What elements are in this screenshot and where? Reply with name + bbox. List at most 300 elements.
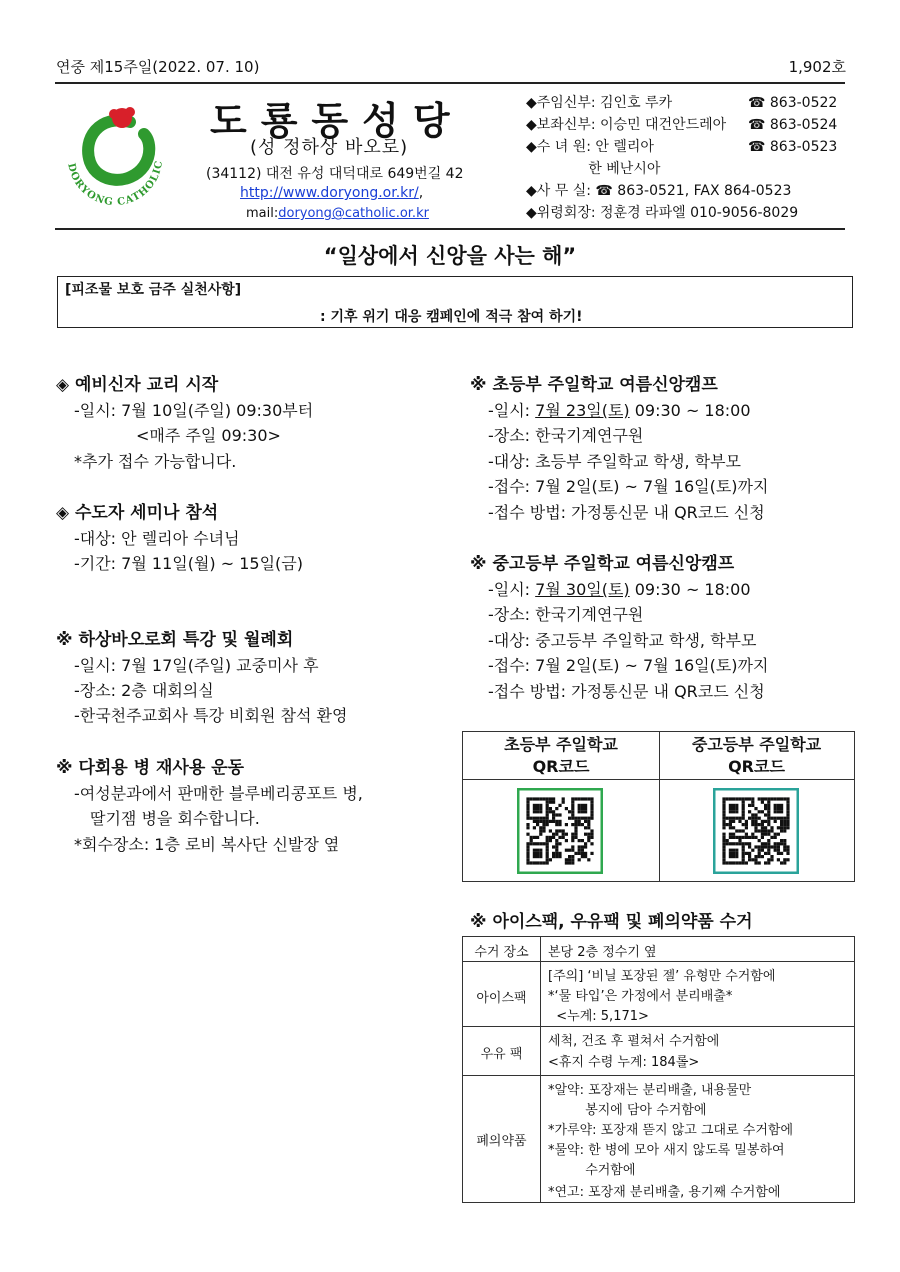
qr-module	[533, 842, 536, 845]
qr-module	[590, 804, 593, 807]
qr-module	[783, 861, 786, 864]
qr-module	[754, 823, 757, 826]
waste-row-label: 아이스팩	[476, 991, 527, 1006]
qr-module	[562, 836, 565, 839]
qr-module	[555, 849, 558, 852]
logo-text: DORYONG CATHOLIC	[65, 159, 166, 209]
qr-module	[530, 861, 533, 864]
qr-module	[758, 823, 761, 826]
qr-module	[536, 855, 539, 858]
qr-module	[735, 861, 738, 864]
qr-module	[764, 852, 767, 855]
qr-module	[571, 858, 574, 861]
qr-module	[584, 817, 587, 820]
qr-module	[581, 797, 584, 800]
qr-module	[774, 807, 777, 810]
qr-module	[786, 804, 789, 807]
qr-module	[742, 810, 745, 813]
qr-module	[735, 804, 738, 807]
qr-module	[735, 842, 738, 845]
qr-module	[568, 817, 571, 820]
qr-module	[754, 858, 757, 861]
creation-care-notice	[57, 276, 853, 328]
contact-row	[526, 114, 838, 136]
middle-qr-code[interactable]	[713, 788, 799, 878]
middle-camp-line: -접수 방법: 가정통신문 내 QR코드 신청	[488, 682, 765, 701]
qr-module	[777, 849, 780, 852]
qr-module	[574, 836, 577, 839]
contact-row	[526, 92, 838, 114]
qr-module	[774, 833, 777, 836]
qr-module	[584, 810, 587, 813]
qr-module	[742, 823, 745, 826]
contact-phone: ☎ 863-0523	[748, 139, 838, 155]
qr-module	[549, 801, 552, 804]
qr-module	[565, 823, 568, 826]
qr-module	[738, 829, 741, 832]
seminar-title: ◈ 수도자 세미나 참석	[56, 503, 219, 523]
qr-module	[590, 801, 593, 804]
qr-module	[546, 797, 549, 800]
qr-module	[735, 807, 738, 810]
middle-camp-line: -접수: 7월 2일(토) ~ 7월 16일(토)까지	[488, 656, 769, 675]
qr-module	[536, 836, 539, 839]
qr-module	[735, 836, 738, 839]
waste-row-text: *가루약: 포장재 뜯지 않고 그대로 수거함에	[548, 1123, 794, 1138]
qr-module	[558, 836, 561, 839]
qr-module	[732, 804, 735, 807]
middle-camp-line: -장소: 한국기계연구원	[488, 605, 644, 624]
qr-module	[539, 842, 542, 845]
elementary-qr-code[interactable]	[517, 788, 603, 878]
qr-module	[767, 813, 770, 816]
qr-module	[590, 810, 593, 813]
contact-list	[526, 92, 838, 224]
qr-module	[530, 836, 533, 839]
qr-module	[584, 797, 587, 800]
qr-module	[780, 861, 783, 864]
qr-module	[780, 797, 783, 800]
qr-module	[783, 797, 786, 800]
qr-module	[526, 804, 529, 807]
elementary-camp-line: -접수 방법: 가정통신문 내 QR코드 신청	[488, 503, 765, 522]
qr-module	[780, 839, 783, 842]
catechumen-line: -일시: 7월 10일(주일) 09:30부터	[74, 401, 314, 420]
qr-module	[555, 842, 558, 845]
catechumen-line: *추가 접수 가능합니다.	[74, 452, 237, 471]
qr-module	[777, 807, 780, 810]
qr-module	[581, 839, 584, 842]
hasang-line: -일시: 7월 17일(주일) 교중미사 후	[74, 656, 319, 675]
qr-module	[751, 858, 754, 861]
qr-module	[777, 810, 780, 813]
qr-module	[754, 845, 757, 848]
elementary-camp-line: -장소: 한국기계연구원	[488, 426, 644, 445]
qr-module	[526, 817, 529, 820]
contact-text: ◆위령회장: 정훈경 라파엘 010-9056-8029	[526, 205, 799, 221]
qr-divider	[659, 732, 660, 881]
qr-module	[581, 852, 584, 855]
qr-module	[581, 845, 584, 848]
middle-camp-line: -대상: 중고등부 주일학교 학생, 학부모	[488, 631, 757, 650]
qr-module	[558, 820, 561, 823]
qr-module	[555, 855, 558, 858]
qr-module	[735, 855, 738, 858]
qr-module	[549, 820, 552, 823]
qr-module	[536, 797, 539, 800]
contact-row	[526, 180, 798, 202]
qr-module	[732, 861, 735, 864]
qr-module	[764, 813, 767, 816]
qr-module	[546, 858, 549, 861]
qr-module	[732, 849, 735, 852]
contact-row	[526, 136, 838, 158]
waste-table	[462, 936, 855, 1203]
qr-module	[758, 845, 761, 848]
qr-module	[571, 810, 574, 813]
qr-module	[722, 845, 725, 848]
qr-module	[745, 823, 748, 826]
qr-module	[542, 826, 545, 829]
qr-module	[761, 836, 764, 839]
qr-module	[761, 820, 764, 823]
qr-module	[546, 839, 549, 842]
qr-module	[526, 807, 529, 810]
waste-title: ※ 아이스팩, 우유팩 및 폐의약품 수거	[470, 912, 753, 932]
qr-module	[786, 801, 789, 804]
qr-module	[780, 820, 783, 823]
qr-module	[581, 810, 584, 813]
qr-module	[754, 813, 757, 816]
qr-module	[777, 797, 780, 800]
qr-module	[539, 817, 542, 820]
qr-module	[536, 823, 539, 826]
waste-row-text: *‘물 타입’은 가정에서 분리배출*	[548, 989, 733, 1004]
qr-module	[729, 855, 732, 858]
qr-module	[726, 823, 729, 826]
qr-module	[774, 842, 777, 845]
qr-module	[764, 826, 767, 829]
bottle-title: ※ 다회용 병 재사용 운동	[56, 758, 244, 778]
qr-module	[767, 797, 770, 800]
qr-module	[571, 861, 574, 864]
qr-module	[764, 804, 767, 807]
qr-module	[722, 842, 725, 845]
qr-module	[767, 829, 770, 832]
qr-module	[729, 849, 732, 852]
waste-row-text: *알약: 포장재는 분리배출, 내용물만	[548, 1083, 752, 1098]
qr-module	[533, 810, 536, 813]
qr-module	[770, 855, 773, 858]
qr-module	[783, 845, 786, 848]
qr-module	[526, 849, 529, 852]
qr-module	[786, 820, 789, 823]
qr-module	[754, 855, 757, 858]
qr-module	[729, 823, 732, 826]
qr-module	[732, 836, 735, 839]
qr-module	[777, 852, 780, 855]
qr-module	[555, 839, 558, 842]
qr-module	[542, 823, 545, 826]
qr-module	[767, 804, 770, 807]
waste-row-text: <휴지 수령 누계: 184롤>	[548, 1055, 700, 1070]
elementary-camp-line: -대상: 초등부 주일학교 학생, 학부모	[488, 452, 741, 471]
qr-module	[761, 826, 764, 829]
qr-module	[729, 836, 732, 839]
qr-module	[742, 852, 745, 855]
qr-module	[574, 820, 577, 823]
qr-module	[526, 797, 529, 800]
qr-module	[568, 810, 571, 813]
qr-module	[526, 823, 529, 826]
qr-module	[780, 807, 783, 810]
waste-row-text: *연고: 포장재 분리배출, 용기째 수거함에	[548, 1185, 781, 1200]
qr-module	[745, 797, 748, 800]
qr-module	[581, 807, 584, 810]
hasang-line: -장소: 2층 대회의실	[74, 681, 214, 700]
qr-module	[745, 820, 748, 823]
qr-module	[761, 829, 764, 832]
qr-module	[767, 807, 770, 810]
qr-module	[735, 852, 738, 855]
qr-module	[533, 849, 536, 852]
qr-module	[587, 823, 590, 826]
qr-module	[578, 797, 581, 800]
qr-module	[729, 833, 732, 836]
date-label: -일시:	[488, 580, 536, 599]
qr-module	[751, 801, 754, 804]
qr-module	[549, 797, 552, 800]
qr-module	[533, 855, 536, 858]
qr-module	[584, 804, 587, 807]
qr-module	[780, 804, 783, 807]
qr-module	[571, 836, 574, 839]
qr-module	[533, 861, 536, 864]
qr-module	[549, 839, 552, 842]
qr-module	[571, 823, 574, 826]
qr-module	[571, 807, 574, 810]
qr-module	[754, 829, 757, 832]
qr-module	[742, 855, 745, 858]
qr-module	[748, 804, 751, 807]
year-motto: “일상에서 신앙을 사는 해”	[323, 244, 577, 268]
catechumen-title: ◈ 예비신자 교리 시작	[56, 375, 219, 395]
qr-module	[783, 817, 786, 820]
qr-module	[590, 833, 593, 836]
qr-module	[587, 839, 590, 842]
qr-module	[745, 852, 748, 855]
qr-module	[729, 817, 732, 820]
qr-module	[526, 845, 529, 848]
qr-module	[751, 823, 754, 826]
qr-module	[578, 852, 581, 855]
qr-module	[536, 861, 539, 864]
qr-module	[726, 797, 729, 800]
qr-module	[542, 829, 545, 832]
contact-text: 한 베난시아	[526, 161, 661, 177]
qr-module	[786, 817, 789, 820]
bottle-line: -여성분과에서 판매한 블루베리콩포트 병,	[74, 784, 363, 803]
qr-module	[754, 807, 757, 810]
patron-saint: (성 정하상 바오로)	[250, 137, 409, 158]
qr-module	[552, 845, 555, 848]
qr-module	[571, 849, 574, 852]
qr-module	[767, 833, 770, 836]
qr-module	[533, 797, 536, 800]
qr-module	[745, 826, 748, 829]
qr-module	[742, 801, 745, 804]
qr-module	[552, 833, 555, 836]
contact-text: ◆수 녀 원: 안 렐리아	[526, 139, 654, 155]
qr-head-line: QR코드	[532, 757, 590, 776]
qr-module	[533, 804, 536, 807]
qr-module	[722, 823, 725, 826]
qr-module	[722, 810, 725, 813]
qr-module	[546, 810, 549, 813]
qr-module	[558, 855, 561, 858]
qr-module	[546, 813, 549, 816]
qr-module	[533, 852, 536, 855]
qr-module	[770, 817, 773, 820]
qr-module	[777, 804, 780, 807]
qr-module	[526, 858, 529, 861]
qr-module	[565, 807, 568, 810]
qr-module	[565, 839, 568, 842]
waste-row-text: *물약: 한 병에 모아 새지 않도록 밀봉하여	[548, 1143, 785, 1158]
qr-module	[758, 852, 761, 855]
parish-logo	[60, 100, 170, 210]
qr-module	[767, 849, 770, 852]
qr-module	[767, 823, 770, 826]
qr-module	[574, 852, 577, 855]
qr-module	[786, 807, 789, 810]
qr-module	[738, 797, 741, 800]
qr-module	[777, 833, 780, 836]
week-label: 연중 제15주일(2022. 07. 10)	[56, 58, 260, 76]
qr-module	[729, 820, 732, 823]
qr-module	[761, 842, 764, 845]
header-divider	[55, 228, 845, 230]
qr-module	[754, 836, 757, 839]
qr-module	[558, 842, 561, 845]
email-link[interactable]: doryong@catholic.or.kr	[278, 206, 429, 221]
qr-module	[742, 845, 745, 848]
qr-module	[748, 845, 751, 848]
qr-head-elementary	[463, 732, 659, 780]
qr-module	[722, 813, 725, 816]
waste-row-text: 수거함에	[548, 1163, 636, 1178]
qr-module	[748, 858, 751, 861]
qr-module	[722, 849, 725, 852]
qr-module	[777, 845, 780, 848]
website	[240, 185, 423, 201]
qr-module	[571, 845, 574, 848]
qr-module	[732, 807, 735, 810]
issue-number: 1,902호	[788, 58, 846, 76]
qr-module	[539, 829, 542, 832]
qr-module	[761, 849, 764, 852]
qr-module	[729, 826, 732, 829]
qr-module	[758, 849, 761, 852]
qr-module	[758, 855, 761, 858]
qr-module	[526, 852, 529, 855]
qr-module	[767, 845, 770, 848]
qr-module	[767, 801, 770, 804]
qr-module	[786, 813, 789, 816]
qr-module	[587, 833, 590, 836]
qr-module	[780, 810, 783, 813]
qr-module	[751, 813, 754, 816]
qr-module	[764, 833, 767, 836]
qr-module	[774, 836, 777, 839]
waste-row-text: [주의] ‘비닐 포장된 젤’ 유형만 수거함에	[548, 969, 776, 984]
qr-module	[549, 810, 552, 813]
qr-module	[722, 836, 725, 839]
qr-module	[729, 807, 732, 810]
qr-module	[558, 829, 561, 832]
qr-module	[555, 813, 558, 816]
qr-module	[786, 826, 789, 829]
qr-module	[526, 855, 529, 858]
waste-row-divider	[463, 961, 854, 962]
date-underlined: 7월 30일(토)	[535, 580, 630, 599]
qr-module	[726, 861, 729, 864]
qr-module	[777, 826, 780, 829]
qr-module	[758, 797, 761, 800]
qr-module	[767, 852, 770, 855]
qr-module	[764, 807, 767, 810]
qr-module	[536, 852, 539, 855]
qr-module	[732, 833, 735, 836]
qr-module	[722, 807, 725, 810]
notice-body: : 기후 위기 대응 캠페인에 적극 참여 하기!	[320, 309, 583, 325]
qr-module	[780, 852, 783, 855]
qr-module	[786, 849, 789, 852]
waste-row-label: 수거 장소	[474, 945, 529, 960]
catechumen-line: <매주 주일 09:30>	[136, 426, 281, 445]
qr-module	[546, 845, 549, 848]
qr-module	[761, 823, 764, 826]
website-link[interactable]: http://www.doryong.or.kr/	[240, 185, 419, 201]
qr-module	[584, 845, 587, 848]
qr-module	[748, 836, 751, 839]
waste-row-label: 폐의약품	[476, 1134, 527, 1149]
qr-module	[774, 797, 777, 800]
qr-module	[578, 858, 581, 861]
qr-module	[780, 826, 783, 829]
qr-module	[539, 849, 542, 852]
qr-module	[729, 797, 732, 800]
qr-head-line: QR코드	[728, 757, 785, 776]
qr-module	[546, 849, 549, 852]
contact-text: ◆보좌신부: 이승민 대건안드레아	[526, 117, 727, 133]
qr-module	[539, 852, 542, 855]
qr-module	[767, 839, 770, 842]
qr-module	[590, 807, 593, 810]
mail-prefix: mail:	[246, 206, 279, 221]
hasang-line: -한국천주교회사 특강 비회원 참석 환영	[74, 706, 348, 725]
qr-module	[526, 826, 529, 829]
qr-module	[735, 817, 738, 820]
qr-module	[571, 801, 574, 804]
qr-module	[590, 852, 593, 855]
qr-module	[562, 833, 565, 836]
qr-module	[722, 820, 725, 823]
qr-module	[578, 839, 581, 842]
qr-module	[774, 810, 777, 813]
qr-module	[751, 833, 754, 836]
qr-module	[546, 820, 549, 823]
